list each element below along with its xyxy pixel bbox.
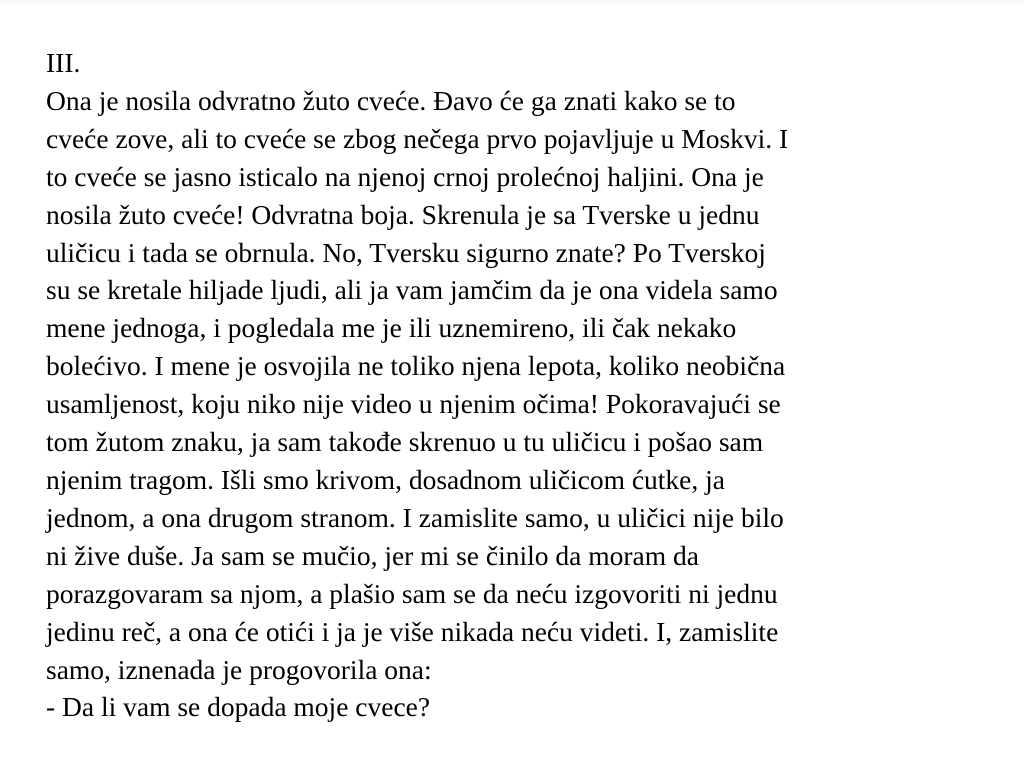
slide-top-edge	[0, 0, 1024, 6]
text-line: jednom, a ona drugom stranom. I zamislite samo, u uličici nije bilo	[46, 501, 784, 533]
text-line: uličicu i tada se obrnula. No, Tversku sigurno znate? Po Tverskoj	[46, 236, 766, 268]
text-body	[46, 44, 1006, 726]
text-line: jedinu reč, a ona će otići i ja je više nikada neću videti. I, zamislite	[46, 615, 779, 647]
text-line: njenim tragom. Išli smo krivom, dosadnom uličicom ćutke, ja	[46, 463, 725, 495]
text-line: Ona je nosila odvratno žuto cveće. Đavo će ga znati kako se to	[46, 84, 736, 116]
text-line: bolećivo. I mene je osvojila ne toliko njena lepota, koliko neobična	[46, 350, 786, 382]
text-line: samo, iznenada je progovorila ona:	[46, 653, 432, 685]
text-line: ni žive duše. Ja sam se mučio, jer mi se činilo da moram da	[46, 539, 699, 571]
text-line: tom žutom znaku, ja sam takođe skrenuo u tu uličicu i pošao sam	[46, 426, 764, 458]
text-line: su se kretale hiljade ljudi, ali ja vam jamčim da je ona videla samo	[46, 274, 778, 306]
text-line: usamljenost, koju niko nije video u njenim očima! Pokoravajući se	[46, 388, 781, 420]
text-line: to cveće se jasno isticalo na njenoj crnoj prolećnoj haljini. Ona je	[46, 160, 764, 192]
dialogue-line: - Da li vam se dopada moje cvece?	[46, 691, 431, 723]
text-line: nosila žuto cveće! Odvratna boja. Skrenula je sa Tverske u jednu	[46, 198, 760, 230]
text-line: cveće zove, ali to cveće se zbog nečega prvo pojavljuje u Moskvi. I	[46, 122, 789, 154]
text-line: mene jednoga, i pogledala me je ili uznemireno, ili čak nekako	[46, 312, 737, 344]
chapter-heading: III.	[46, 47, 81, 78]
text-line: porazgovaram sa njom, a plašio sam se da neću izgovoriti ni jednu	[46, 577, 778, 609]
